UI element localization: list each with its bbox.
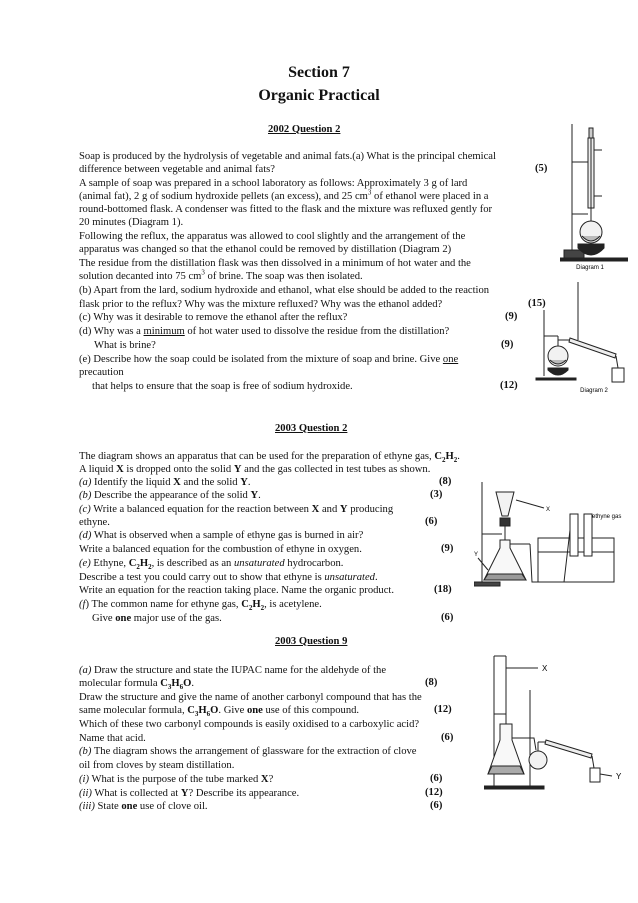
label-x: X <box>542 664 548 673</box>
label-ethyne-gas: ethyne gas <box>592 514 622 520</box>
question-heading-2002-q2: 2002 Question 2 <box>268 124 341 135</box>
label-y: Y <box>616 772 622 781</box>
question-heading-2003-q2: 2003 Question 2 <box>275 423 348 434</box>
diagram-2-caption: Diagram 2 <box>580 388 608 394</box>
label-y: Y <box>474 552 479 558</box>
ethyne-apparatus-diagram <box>474 478 632 596</box>
page-subtitle: Organic Practical <box>258 87 380 104</box>
diagram-2-distillation-apparatus <box>534 280 630 400</box>
diagram-1-reflux-apparatus <box>560 122 628 272</box>
page-title: Section 7 <box>288 64 350 81</box>
label-x: X <box>546 507 551 513</box>
steam-distillation-diagram <box>484 650 630 800</box>
question-heading-2003-q9: 2003 Question 9 <box>275 636 348 647</box>
diagram-1-caption: Diagram 1 <box>576 265 604 271</box>
